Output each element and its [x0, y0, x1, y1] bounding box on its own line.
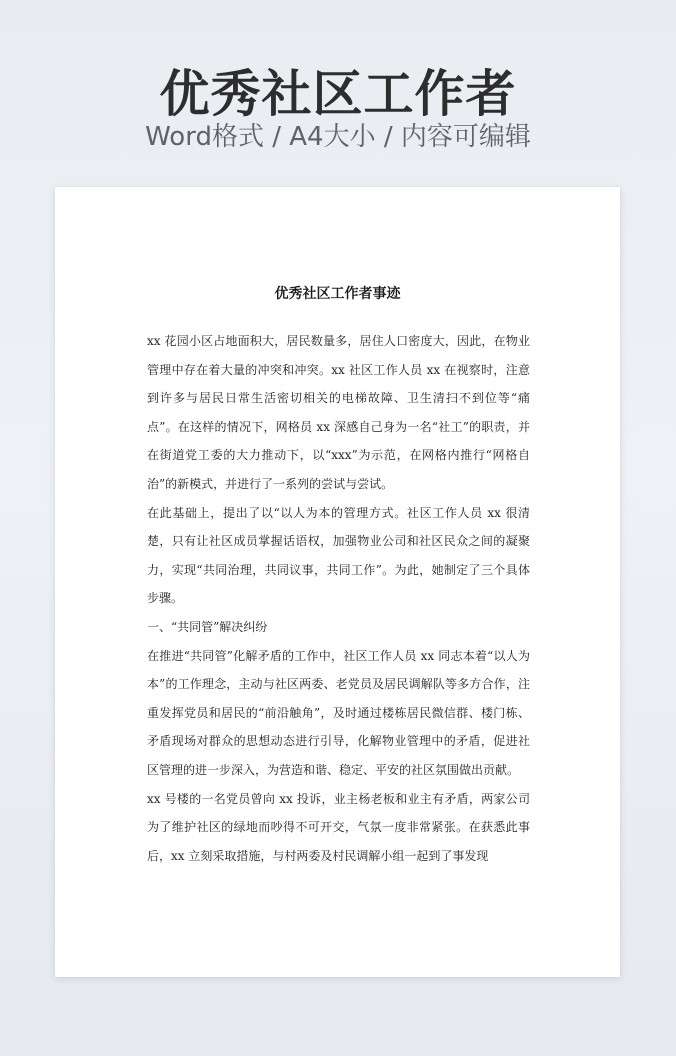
paragraph: 在此基础上，提出了以“以人为本的管理方式。社区工作人员 xx 很清楚，只有让社区成员掌握话语权，加强物业公司和社区民众之间的凝聚力，实现“共同治理，共同议事，共同工作”。为此，她制定了三个具体步骤。 [147, 505, 530, 606]
document-page [55, 187, 620, 977]
banner-title: 优秀社区工作者 [159, 65, 517, 123]
cover-banner [0, 0, 676, 186]
document-title: 优秀社区工作者事迹 [274, 286, 401, 302]
document-body [147, 327, 530, 870]
banner-subtitle: Word格式 / A4大小 / 内容可编辑 [145, 122, 531, 152]
paragraph: xx 花园小区占地面积大，居民数量多，居住人口密度大，因此，在物业管理中存在着大量的冲突和冲突。xx 社区工作人员 xx 在视察时，注意到许多与居民日常生活密切相关的电梯故障、卫生清扫不到位等“痛点”。在这样的情况下，网格员 xx 深感自己身为一名“社工”的职责，并在街道党工委的大力推动下，以“xxx”为示范，在网格内推行“网格自治”的新模式，并进行了一系列的尝试与尝试。 [147, 334, 530, 491]
paragraph: xx 号楼的一名党员曾向 xx 投诉，业主杨老板和业主有矛盾，两家公司为了维护社区的绿地而吵得不可开交，气氛一度非常紧张。在获悉此事后，xx 立刻采取措施，与村两委及村民调解小组一起到了事发现 [147, 791, 530, 863]
paragraph: 在推进“共同管”化解矛盾的工作中，社区工作人员 xx 同志本着“以人为本”的工作理念，主动与社区两委、老党员及居民调解队等多方合作，注重发挥党员和居民的“前沿触角”，及时通过楼栋居民微信群、楼门栋、矛盾现场对群众的思想动态进行引导，化解物业管理中的矛盾，促进社区管理的进一步深入，为营造和谐、稳定、平安的社区氛围做出贡献。 [147, 648, 530, 777]
section-heading: 一、“共同管”解决纠纷 [147, 619, 268, 634]
